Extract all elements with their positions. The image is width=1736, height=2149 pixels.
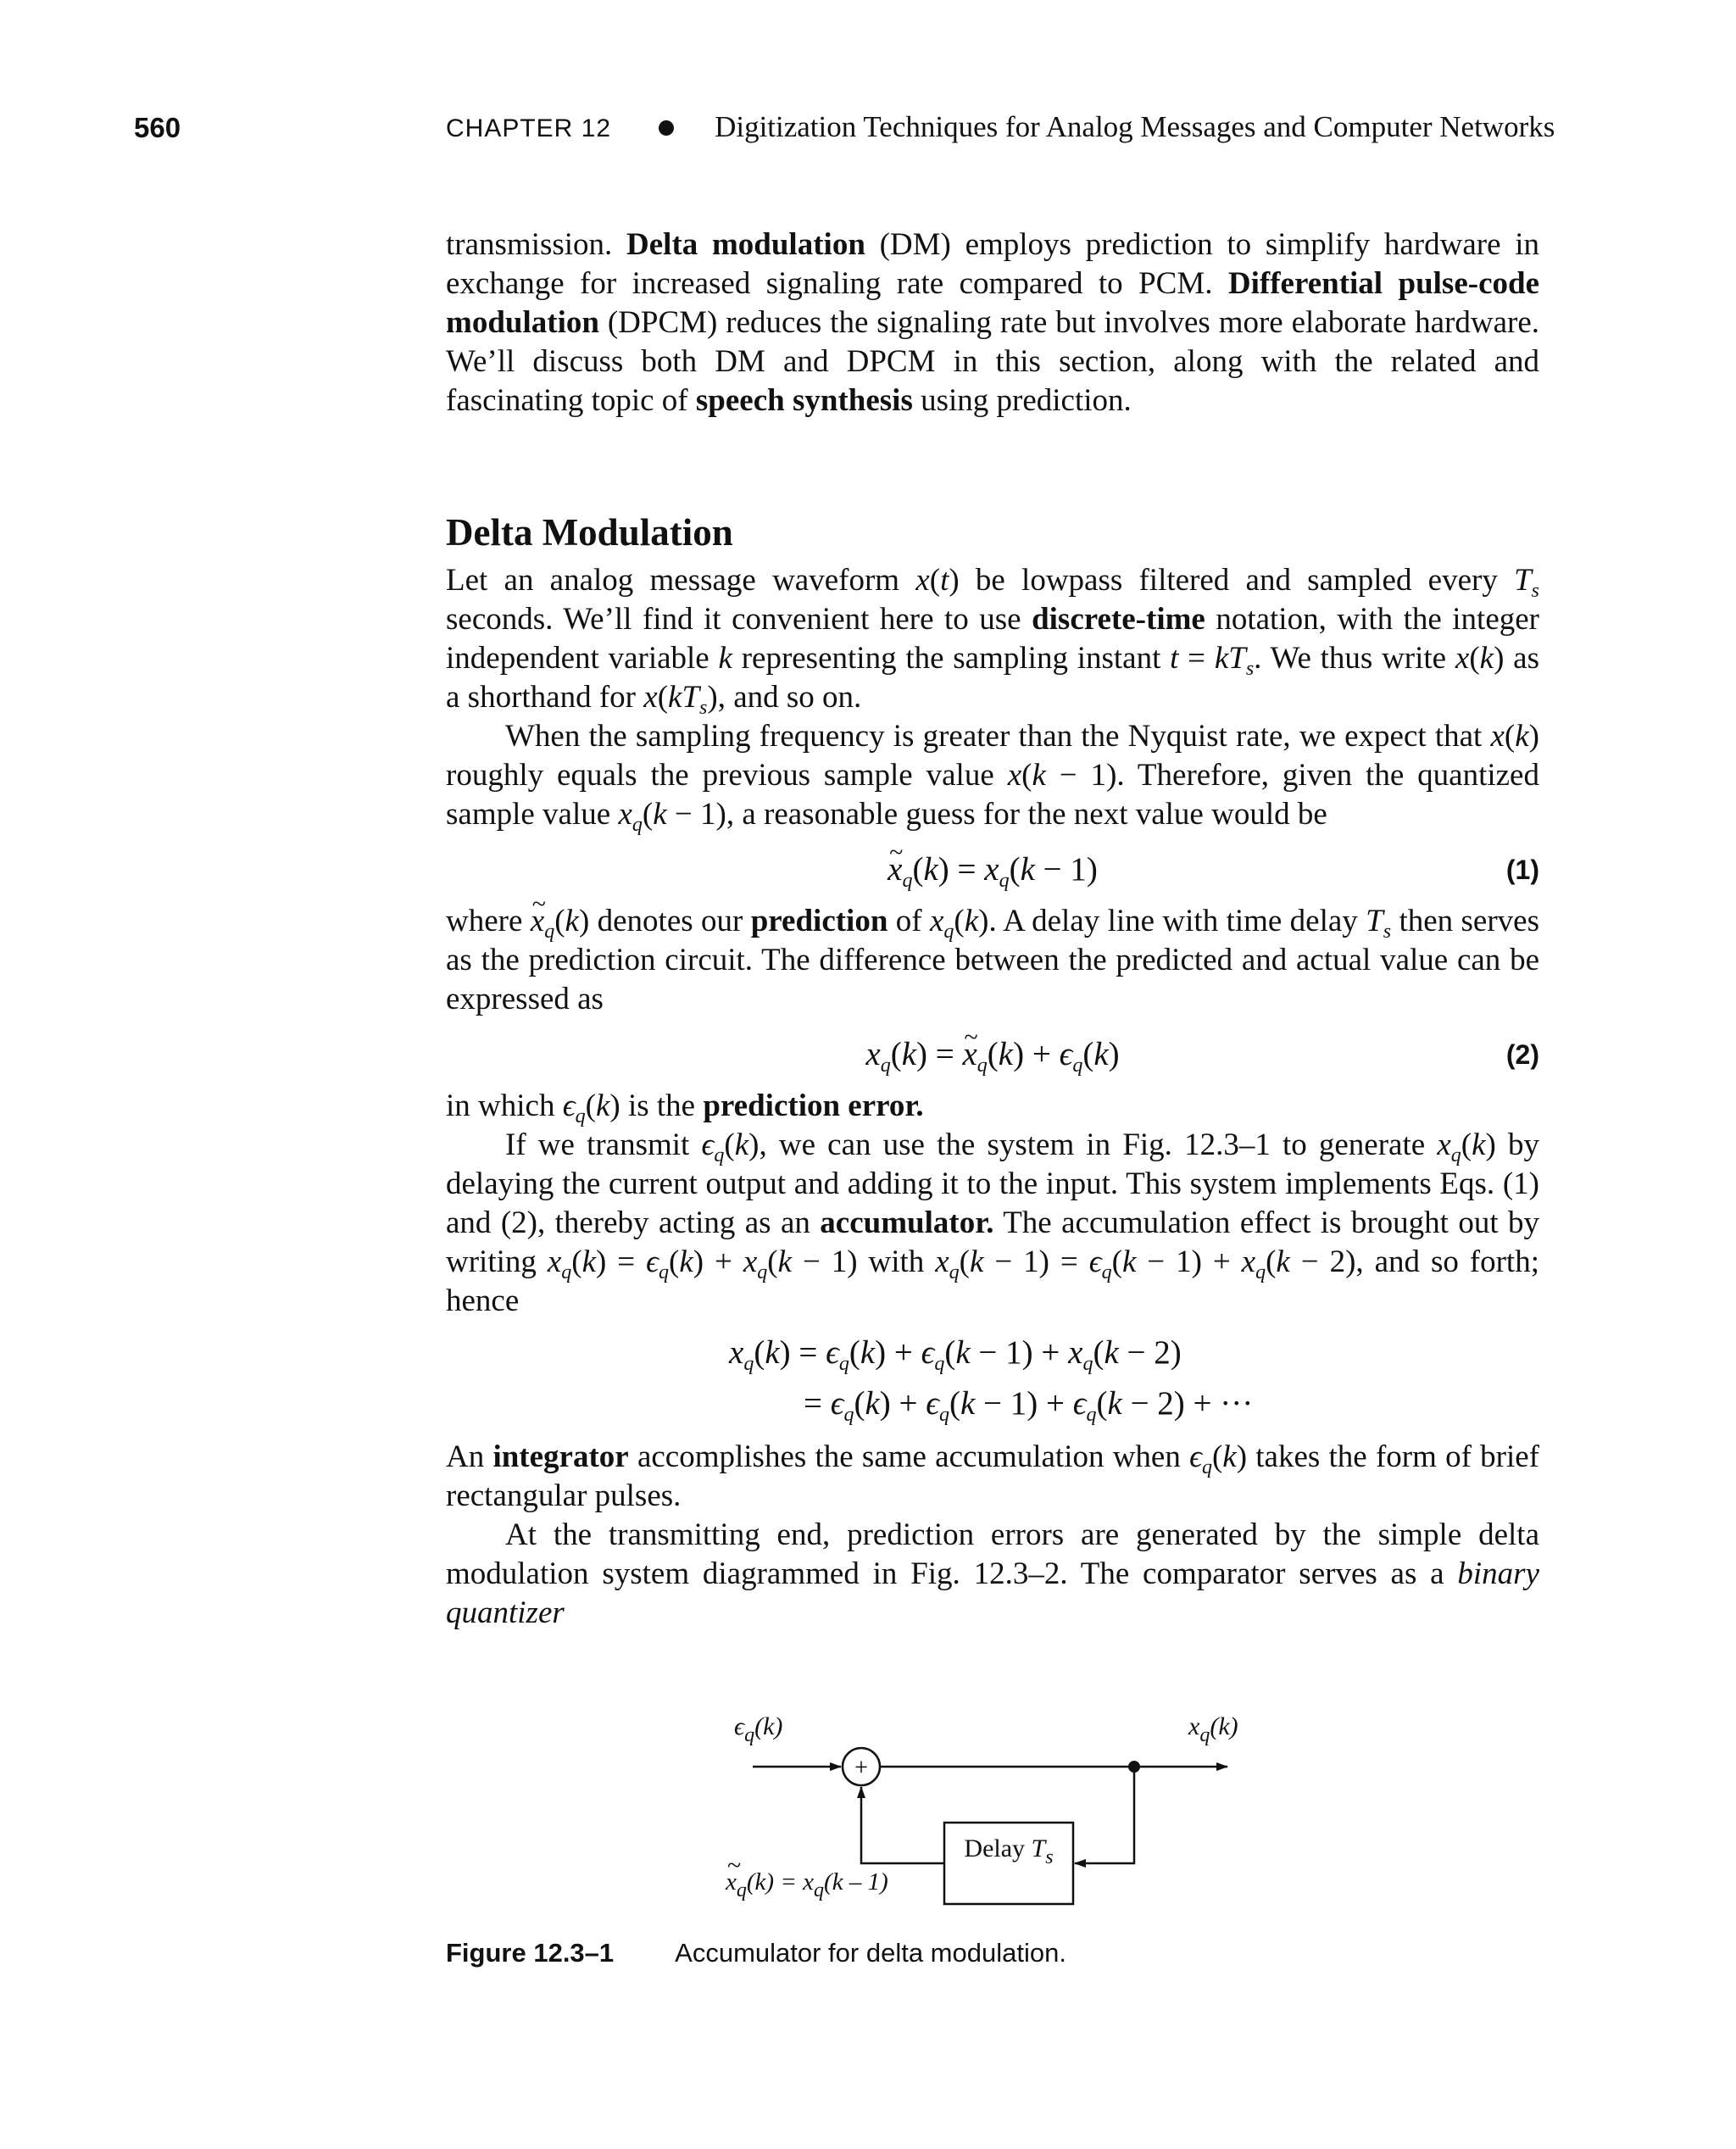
- equation-1: ~ $x_q(k) = x_q(k - 1)$ (1): [446, 846, 1539, 894]
- paragraph-5: If we transmit $\epsilon_q(k)$, we can use the system in Fig. 12.3–1 to generate $x_q(k)$ by delaying the current output and adding it to the input. This system implements Eqs. (1) and (2), thereby acting as an accumulator. The accumulation effect is brought out by writing $x_q(k) = \epsilon_q(k) + x_q(k - 1)$ with $x_q(k - 1) = \epsilon_q(k - 1) + x_q(k - 2)$, and so forth; hence: [446, 1127, 1540, 1318]
- chapter-title: Digitization Techniques for Analog Messages and Computer Networks: [715, 110, 1555, 143]
- figure-number: Figure 12.3–1: [446, 1938, 615, 1968]
- chapter-label: CHAPTER 12: [446, 114, 612, 142]
- paragraph-6: An integrator accomplishes the same accumulation when $\epsilon_q(k)$ takes the form of brief rectangular pulses.: [446, 1439, 1539, 1513]
- bullet-separator: [659, 120, 674, 136]
- running-head: [446, 110, 1555, 144]
- prediction-line: [861, 1787, 944, 1863]
- paragraph-4: in which $\epsilon_q(k)$ is the prediction error.: [446, 1088, 924, 1127]
- section-heading: Delta Modulation: [446, 511, 733, 554]
- equation-2: $x_q(k)$ = ~ $x_q(k) + \epsilon_q(k)$ (2): [446, 1031, 1539, 1078]
- figure-caption-text: Accumulator for delta modulation.: [675, 1938, 1066, 1968]
- plus-sign: +: [854, 1755, 868, 1781]
- body-text: [446, 225, 1539, 1633]
- prediction-label: ~ $x_q(k) = x_q(k - 1)$: [726, 1868, 888, 1896]
- page-number: 560: [134, 112, 181, 143]
- paragraph-2: When the sampling frequency is greater than the Nyquist rate, we expect that x(k) roughly equals the previous sample value x(k − 1). Therefore, given the quantized sample value $x_q(k - 1)$, a reasonable guess for the next value would be: [446, 719, 1539, 836]
- equation-number: (1): [1505, 855, 1539, 885]
- input-label: $\epsilon_q(k)$: [734, 1712, 783, 1746]
- feedback-line: [1075, 1767, 1134, 1863]
- paragraph-3: where ~ $x_q(k)$ denotes our prediction of $x_q(k)$. A delay line with time delay $T_s$ then serves as the prediction circuit. The difference between the predicted and actual value can be expressed as: [446, 902, 1539, 1019]
- equation-accumulation: $x_q(k) = \epsilon_q(k) + \epsilon_q(k - 1) + x_q(k - 2)$ = $\epsilon_q(k) + \epsilon_q(k - 1) + \epsilon_q(k - 2)$ + ···: [729, 1334, 1254, 1426]
- figure-caption: [446, 1938, 1066, 1968]
- equation-number: (2): [1505, 1039, 1539, 1070]
- intro-paragraph: transmission. Delta modulation (DM) employs prediction to simplify hardware in exchange for increased signaling rate compared to PCM. Differential pulse-code modulation (DPCM) reduces the signaling rate but involves more elaborate hardware. We’ll discuss both DM and DPCM in this section, along with the related and fascinating topic of speech synthesis using prediction.: [446, 227, 1539, 418]
- paragraph-1: Let an analog message waveform x(t) be lowpass filtered and sampled every $T_s$ seconds. We’ll find it convenient here to use discrete-time notation, with the integer independent variable k representing the sampling instant $t = kT_s$. We thus write x(k) as a shorthand for $x(kT_s)$, and so on.: [446, 563, 1539, 719]
- paragraph-7: At the transmitting end, prediction errors are generated by the simple delta modulation system diagrammed in Fig. 12.3–2. The comparator serves as a binary quantizer: [446, 1517, 1539, 1630]
- output-label: $x_q(k)$: [1188, 1712, 1238, 1746]
- delay-label: Delay $T_s$: [964, 1834, 1054, 1868]
- accumulator-diagram: [717, 1709, 1260, 1912]
